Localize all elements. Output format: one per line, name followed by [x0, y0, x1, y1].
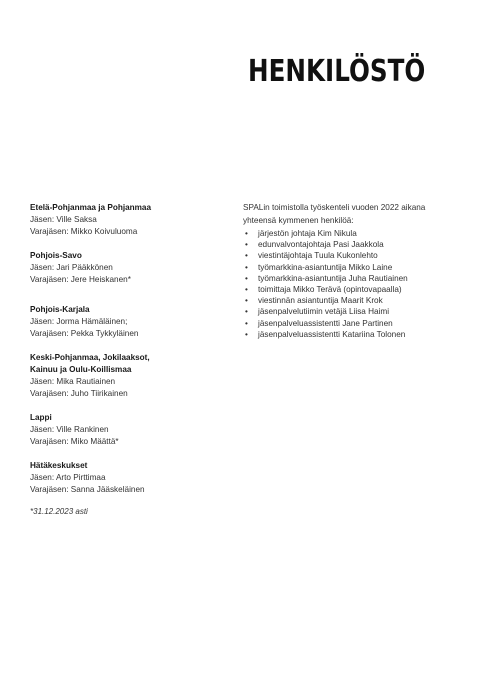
- bullet-icon: •: [245, 240, 248, 250]
- bullet-icon: •: [245, 285, 248, 295]
- region-heading: Keski-Pohjanmaa, Jokilaaksot,: [30, 353, 150, 362]
- regional-representatives: [30, 202, 235, 518]
- list-item: [243, 329, 458, 340]
- bullet-icon: •: [245, 307, 248, 317]
- staff-member: jäsenpalvelutiimin vetäjä Liisa Haimi: [258, 307, 390, 317]
- region-group: [30, 460, 235, 496]
- member-line: Jäsen: Arto Pirttimaa: [30, 473, 106, 482]
- bullet-icon: •: [245, 229, 248, 238]
- bullet-icon: •: [245, 251, 248, 261]
- staff-member: jäsenpalveluassistentti Jane Partinen: [258, 318, 393, 328]
- region-group: [30, 202, 235, 238]
- deputy-line: Varajäsen: Miko Määttä*: [30, 437, 119, 446]
- region-heading-cont: Kainuu ja Oulu-Koillismaa: [30, 365, 132, 374]
- footnote: *31.12.2023 asti: [30, 507, 88, 516]
- staff-member: viestintäjohtaja Tuula Kukonlehto: [258, 251, 378, 261]
- list-item: [243, 228, 458, 239]
- member-line: Jäsen: Mika Rautiainen: [30, 377, 116, 386]
- bullet-icon: •: [245, 273, 248, 283]
- staff-member: jäsenpalveluassistentti Katariina Tolonen: [258, 329, 406, 339]
- list-item: [243, 306, 458, 317]
- staff-member: edunvalvontajohtaja Pasi Jaakkola: [258, 240, 384, 250]
- region-group: [30, 412, 235, 448]
- bullet-icon: •: [245, 262, 248, 272]
- page-title: HENKILÖSTÖ: [248, 54, 426, 89]
- region-group: [30, 352, 235, 400]
- list-item: [243, 318, 458, 329]
- staff-intro-line: SPALin toimistolla työskenteli vuoden 2022 aikana: [243, 203, 426, 212]
- staff-intro-line: yhteensä kymmenen henkilöä:: [243, 216, 354, 225]
- region-heading: Lappi: [30, 413, 52, 422]
- list-item: [243, 295, 458, 306]
- region-heading: Pohjois-Karjala: [30, 305, 90, 314]
- staff-member: järjestön johtaja Kim Nikula: [258, 229, 357, 238]
- list-item: [243, 262, 458, 273]
- region-group: [30, 304, 235, 340]
- deputy-line: Varajäsen: Jere Heiskanen*: [30, 275, 131, 284]
- staff-member: viestinnän asiantuntija Maarit Krok: [258, 296, 383, 306]
- list-item: [243, 250, 458, 261]
- list-item: [243, 273, 458, 284]
- staff-list: [243, 228, 458, 340]
- deputy-line: Varajäsen: Juho Tiirikainen: [30, 389, 128, 398]
- member-line: Jäsen: Ville Rankinen: [30, 425, 109, 434]
- member-line: Jäsen: Ville Saksa: [30, 215, 97, 224]
- member-line: Jäsen: Jari Pääkkönen: [30, 263, 113, 272]
- region-heading: Hätäkeskukset: [30, 461, 88, 470]
- bullet-icon: •: [245, 318, 248, 328]
- region-heading: Pohjois-Savo: [30, 251, 82, 260]
- staff-member: työmarkkina-asiantuntija Juha Rautiainen: [258, 273, 408, 283]
- bullet-icon: •: [245, 296, 248, 306]
- staff-member: toimittaja Mikko Terävä (opintovapaalla): [258, 285, 402, 295]
- deputy-line: Varajäsen: Pekka Tykkyläinen: [30, 329, 139, 338]
- list-item: [243, 239, 458, 250]
- member-line: Jäsen: Jorma Hämäläinen;: [30, 317, 128, 326]
- deputy-line: Varajäsen: Mikko Koivuluoma: [30, 227, 138, 236]
- office-staff: [243, 202, 458, 340]
- region-heading: Etelä-Pohjanmaa ja Pohjanmaa: [30, 203, 152, 212]
- staff-member: työmarkkina-asiantuntija Mikko Laine: [258, 262, 393, 272]
- list-item: [243, 284, 458, 295]
- bullet-icon: •: [245, 329, 248, 339]
- region-group: [30, 250, 235, 286]
- deputy-line: Varajäsen: Sanna Jääskeläinen: [30, 485, 145, 494]
